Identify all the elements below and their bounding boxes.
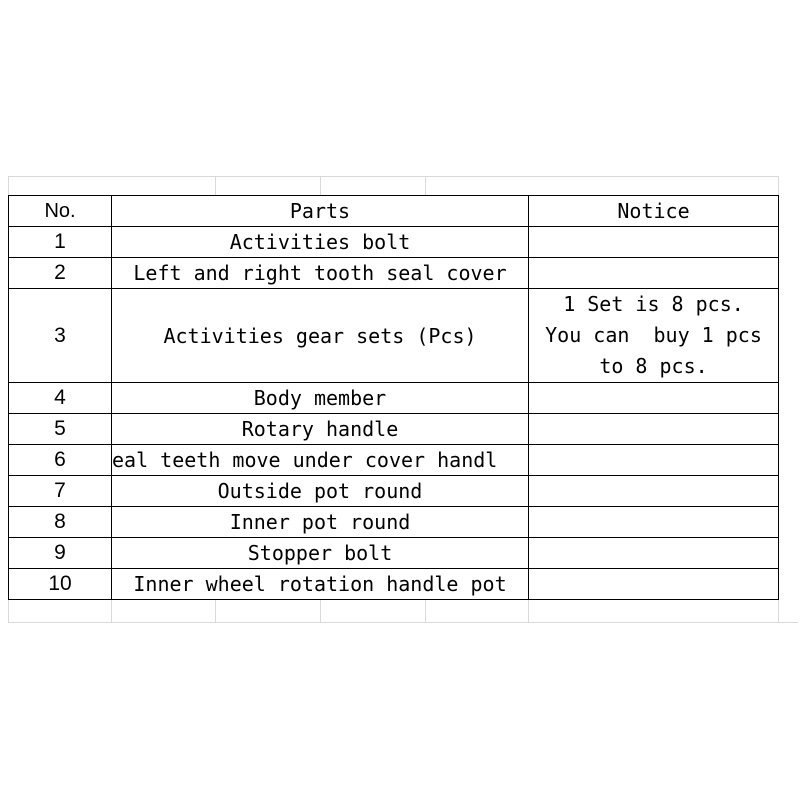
cell-no[interactable]: 1 [9, 227, 112, 258]
table-row [9, 414, 779, 445]
parts-table [8, 195, 779, 600]
cell-no[interactable]: 4 [9, 383, 112, 414]
cell-no[interactable]: 3 [9, 289, 112, 383]
table-row [9, 227, 779, 258]
sheet-gridline [215, 176, 216, 196]
cell-notice[interactable] [529, 414, 779, 445]
notice-line: You can buy 1 pcs [545, 323, 762, 347]
sheet-gridline [425, 176, 426, 196]
cell-no[interactable]: 9 [9, 538, 112, 569]
cell-notice[interactable] [529, 538, 779, 569]
notice-line: to 8 pcs. [599, 354, 708, 378]
cell-part[interactable]: Body member [112, 383, 529, 414]
sheet-gridline [320, 176, 321, 196]
cell-notice[interactable] [529, 289, 779, 383]
cell-part[interactable]: Inner wheel rotation handle pot [112, 569, 529, 600]
cell-part[interactable]: Activities bolt [112, 227, 529, 258]
cell-no[interactable]: 6 [9, 445, 112, 476]
table-row [9, 383, 779, 414]
cell-notice[interactable] [529, 569, 779, 600]
table-row [9, 258, 779, 289]
notice-line: 1 Set is 8 pcs. [563, 292, 744, 316]
sheet-gridline [8, 176, 778, 177]
sheet-gridline [8, 622, 798, 623]
table-row [9, 538, 779, 569]
table-row [9, 445, 779, 476]
header-cell-notice[interactable]: Notice [529, 196, 779, 227]
cell-notice[interactable] [529, 227, 779, 258]
cell-part[interactable]: eal teeth move under cover handl [112, 445, 529, 476]
cell-part[interactable]: Rotary handle [112, 414, 529, 445]
cell-notice[interactable] [529, 445, 779, 476]
cell-notice[interactable] [529, 476, 779, 507]
cell-no[interactable]: 10 [9, 569, 112, 600]
cell-no[interactable]: 5 [9, 414, 112, 445]
header-cell-no[interactable]: No. [9, 196, 112, 227]
table-row [9, 476, 779, 507]
table-row [9, 507, 779, 538]
cell-notice[interactable] [529, 258, 779, 289]
cell-notice[interactable] [529, 507, 779, 538]
cell-no[interactable]: 8 [9, 507, 112, 538]
cell-no[interactable]: 7 [9, 476, 112, 507]
cell-part[interactable]: Left and right tooth seal cover [112, 258, 529, 289]
cell-part[interactable]: Activities gear sets (Pcs) [112, 289, 529, 383]
table-row [9, 569, 779, 600]
cell-no[interactable]: 2 [9, 258, 112, 289]
cell-notice[interactable] [529, 383, 779, 414]
table-row [9, 289, 779, 383]
cell-part[interactable]: Outside pot round [112, 476, 529, 507]
table-header-row [9, 196, 779, 227]
header-cell-parts[interactable]: Parts [112, 196, 529, 227]
cell-part[interactable]: Stopper bolt [112, 538, 529, 569]
cell-part[interactable]: Inner pot round [112, 507, 529, 538]
